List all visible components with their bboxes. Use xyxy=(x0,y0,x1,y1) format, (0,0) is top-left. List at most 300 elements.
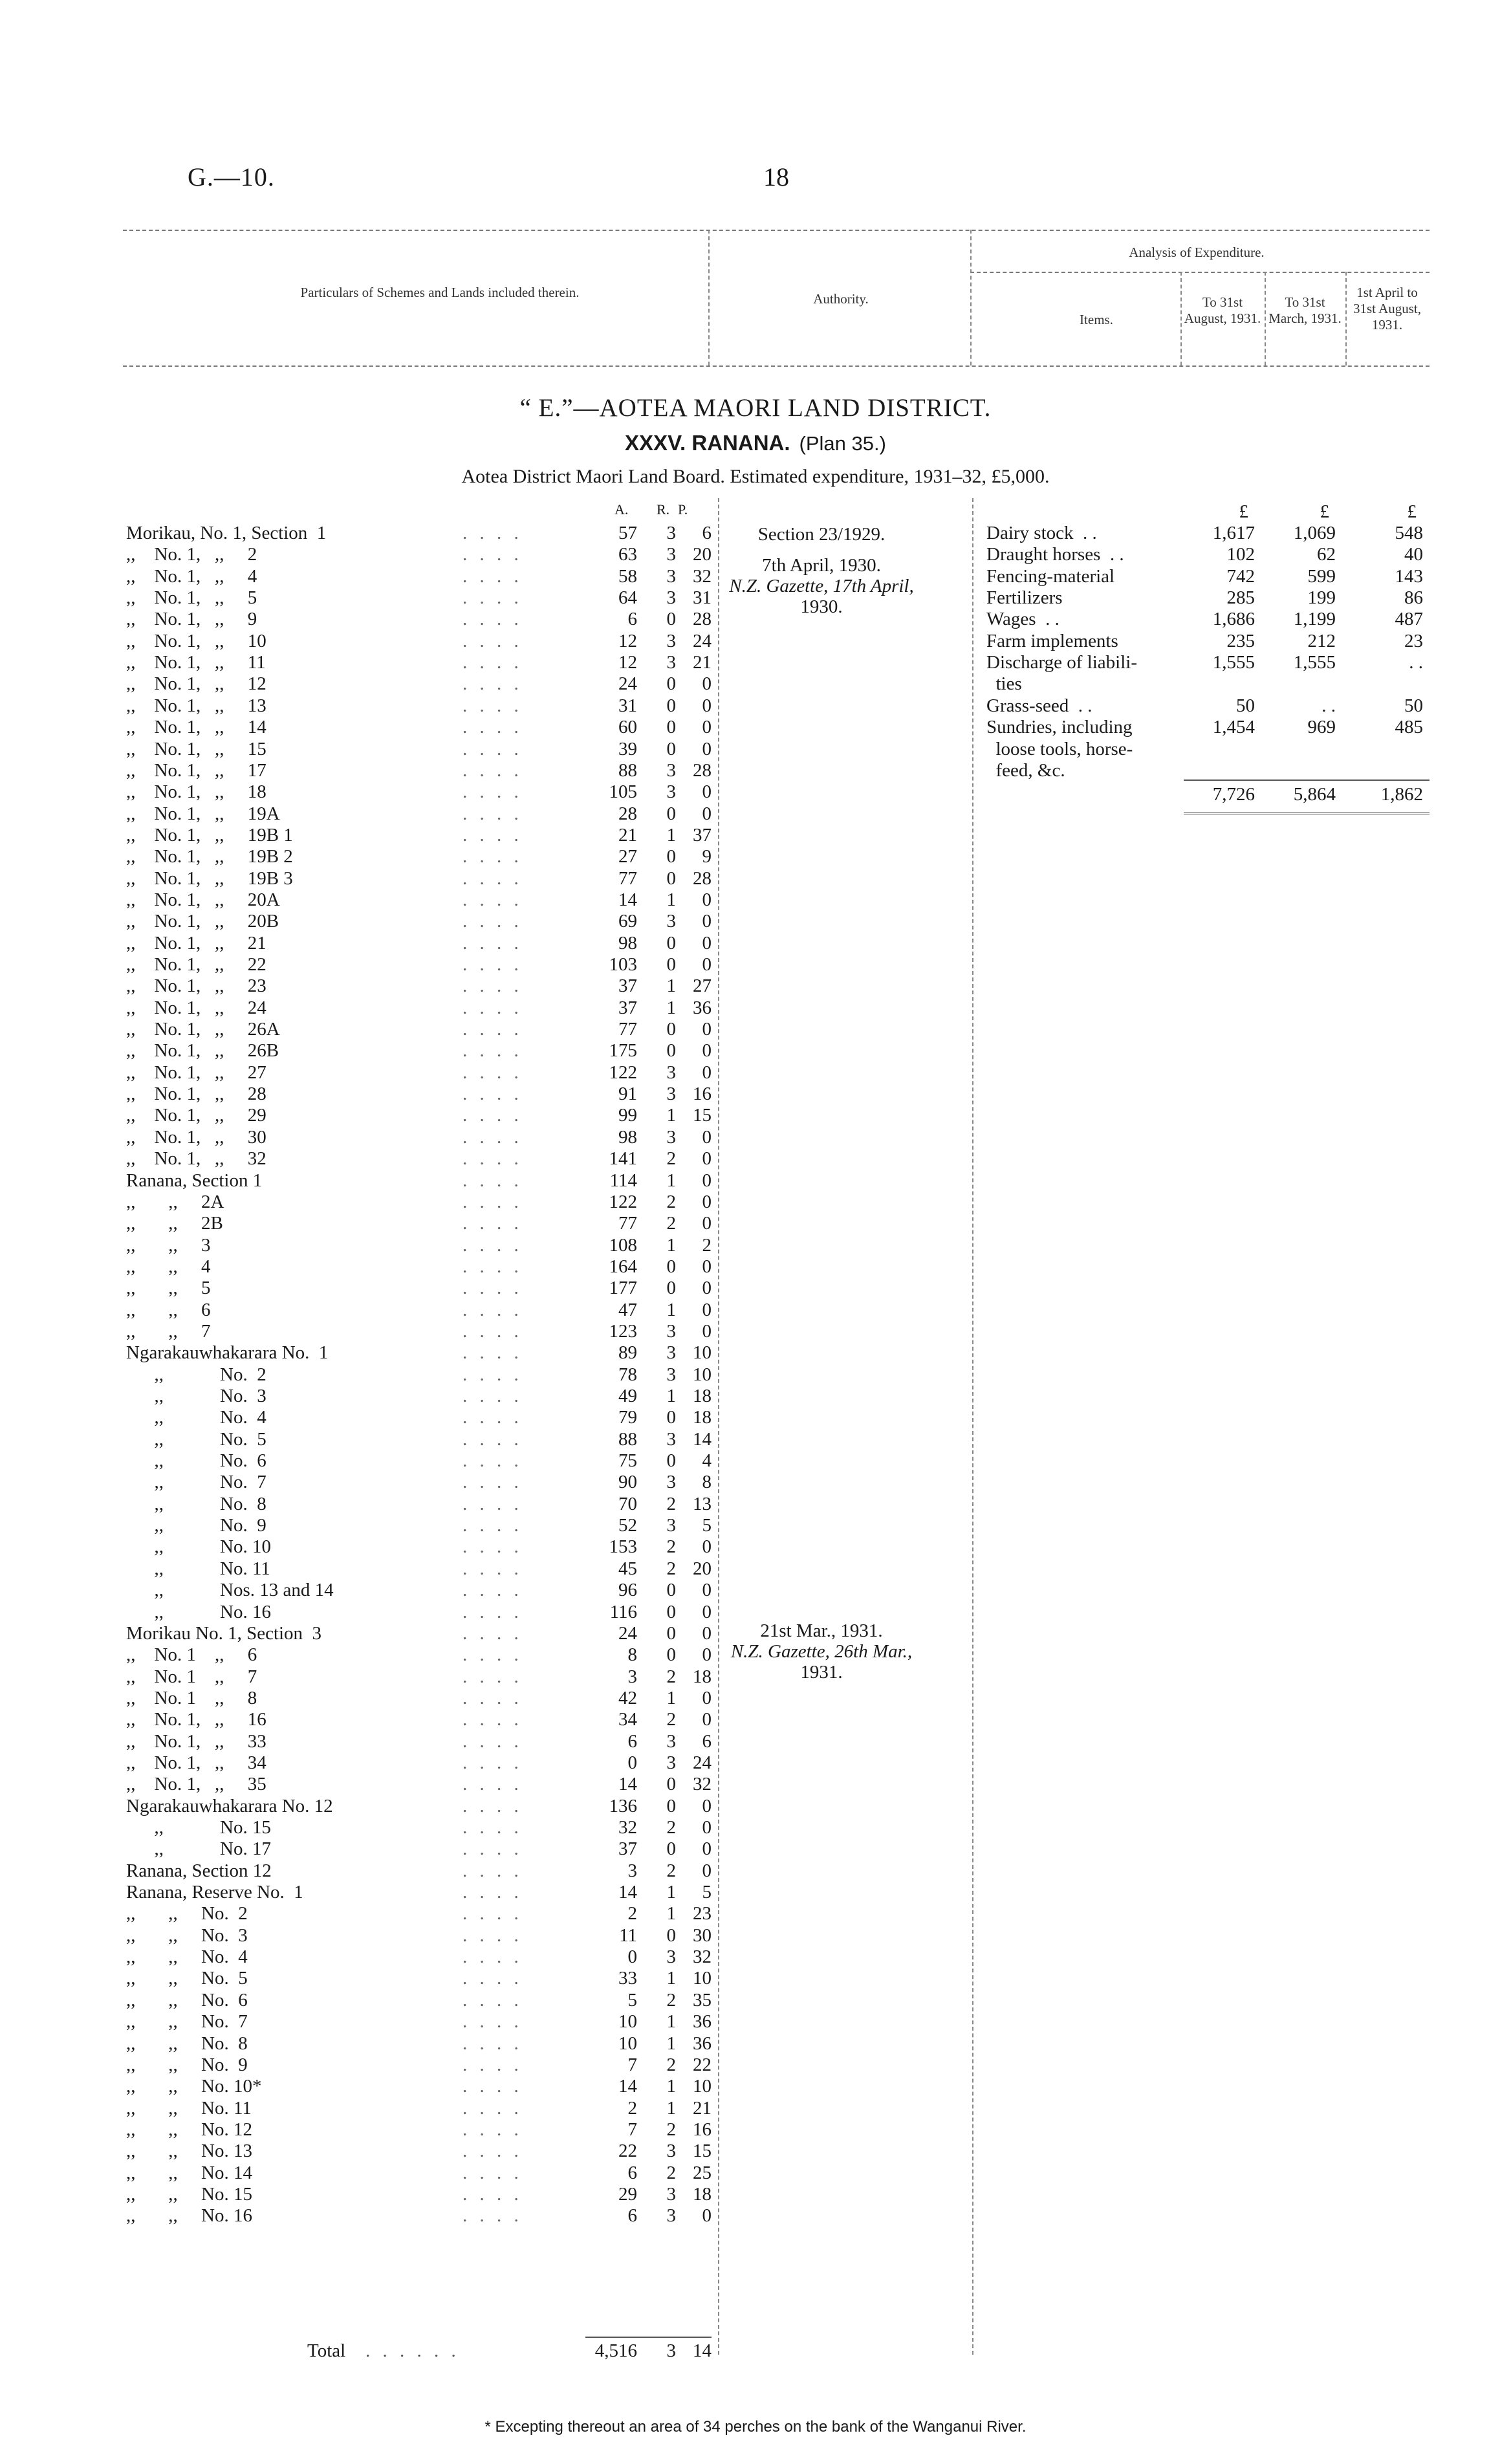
perches: 20 xyxy=(693,1558,712,1579)
land-label: ,, No. 1, ,, 2 xyxy=(126,544,257,565)
leader-dots: . . . . xyxy=(462,1838,523,1860)
perches: 0 xyxy=(702,1040,712,1062)
leader-dots: . . . . xyxy=(462,1666,523,1687)
land-row xyxy=(126,998,721,1019)
land-row xyxy=(126,1256,721,1278)
roods: 0 xyxy=(666,1601,676,1622)
leader-dots: . . . . xyxy=(462,976,523,997)
land-row xyxy=(126,1386,721,1407)
roods: 2 xyxy=(666,1191,676,1212)
land-row xyxy=(126,1602,721,1623)
document-code: G.—10. xyxy=(188,162,275,191)
roods: 3 xyxy=(666,911,676,932)
land-row xyxy=(126,1623,721,1644)
roods: 1 xyxy=(666,976,676,997)
roods: 0 xyxy=(666,1278,676,1299)
land-label: ,, ,, No. 12 xyxy=(126,2119,252,2140)
land-label: ,, ,, No. 9 xyxy=(126,2054,248,2075)
analysis-rule xyxy=(970,272,1429,273)
roods: 0 xyxy=(666,738,676,759)
land-row xyxy=(126,1127,721,1148)
land-row xyxy=(126,695,721,717)
roods: 1 xyxy=(666,1170,676,1191)
acres: 3 xyxy=(627,1860,637,1881)
roods: 1 xyxy=(666,2011,676,2033)
expenditure-item: Grass-seed . . xyxy=(986,695,1092,716)
perches: 0 xyxy=(702,1126,712,1148)
roods: 3 xyxy=(666,1084,676,1105)
expenditure-total-rule-bottom xyxy=(1184,812,1429,814)
land-row xyxy=(126,587,721,609)
acres: 14 xyxy=(618,2076,637,2097)
leader-dots: . . . . xyxy=(462,1903,523,1924)
land-row xyxy=(126,1752,721,1774)
expenditure-item: Draught horses . . xyxy=(986,544,1124,565)
acres: 24 xyxy=(618,1622,637,1644)
acres: 21 xyxy=(618,824,637,845)
leader-dots: . . . . xyxy=(462,2119,523,2140)
perches: 0 xyxy=(702,2205,712,2227)
roods: 0 xyxy=(666,717,676,738)
land-label: ,, No. 1, ,, 29 xyxy=(126,1105,266,1126)
acres: 70 xyxy=(618,1493,637,1514)
leader-dots: . . . . xyxy=(462,1428,523,1450)
land-row xyxy=(126,673,721,695)
perches: 0 xyxy=(702,803,712,824)
land-row xyxy=(126,1450,721,1472)
land-row xyxy=(126,717,721,738)
col-items: Items. xyxy=(1080,312,1113,327)
leader-dots: . . . . xyxy=(462,544,523,565)
land-row xyxy=(126,1040,721,1062)
leader-dots: . . . . xyxy=(462,824,523,845)
leader-dots: . . . . xyxy=(462,587,523,609)
leader-dots: . . . . xyxy=(462,2097,523,2119)
roods: 0 xyxy=(666,846,676,867)
land-label: Ngarakauwhakarara No. 12 xyxy=(126,1795,333,1816)
land-row xyxy=(126,1472,721,1493)
land-row xyxy=(126,2163,721,2184)
perches: 0 xyxy=(702,1817,712,1838)
total-label: Total xyxy=(307,2340,346,2361)
acres: 77 xyxy=(618,1213,637,1234)
divider-items xyxy=(970,230,972,365)
land-row xyxy=(126,1536,721,1558)
roods: 0 xyxy=(666,1924,676,1946)
acres: 49 xyxy=(618,1386,637,1406)
acres: 6 xyxy=(627,1730,637,1752)
acres: 6 xyxy=(627,2205,637,2227)
authority-line: 1930. xyxy=(800,596,843,617)
land-label: ,, ,, No. 16 xyxy=(126,2205,252,2227)
roods: 3 xyxy=(666,630,676,651)
perches: 22 xyxy=(693,2054,712,2075)
land-label: ,, No. 1, ,, 19B 2 xyxy=(126,846,293,867)
acres: 122 xyxy=(609,1191,637,1212)
roods: 2 xyxy=(666,1860,676,1881)
land-label: ,, No. 1, ,, 10 xyxy=(126,630,266,651)
acres: 52 xyxy=(618,1515,637,1536)
roods: 0 xyxy=(666,932,676,954)
leader-dots: . . . . xyxy=(462,1601,523,1622)
expenditure-item: Wages . . xyxy=(986,609,1060,630)
perches: 0 xyxy=(702,1320,712,1342)
land-label: ,, ,, No. 2 xyxy=(126,1903,248,1924)
acres: 105 xyxy=(609,781,637,803)
leader-dots: . . . . xyxy=(462,803,523,824)
roods: 0 xyxy=(666,1838,676,1860)
expenditure-total-c3: 1,862 xyxy=(1380,784,1423,805)
acres: 7 xyxy=(627,2054,637,2075)
roods: 0 xyxy=(666,609,676,630)
leader-dots: . . . . xyxy=(462,867,523,889)
acres: 33 xyxy=(618,1968,637,1989)
roods: 0 xyxy=(666,695,676,716)
acres: 29 xyxy=(618,2183,637,2205)
expenditure-amount-c2: 1,199 xyxy=(1293,609,1336,630)
perches: 36 xyxy=(693,2011,712,2033)
acres: 14 xyxy=(618,1774,637,1795)
acres: 58 xyxy=(618,565,637,587)
acres: 79 xyxy=(618,1407,637,1428)
land-label: ,, No. 1, ,, 20B xyxy=(126,911,279,932)
perches: 0 xyxy=(702,1687,712,1708)
roods: 1 xyxy=(666,2097,676,2119)
roods: 0 xyxy=(666,954,676,975)
leader-dots: . . . . xyxy=(462,1968,523,1989)
acres: 0 xyxy=(627,1752,637,1773)
acres: 153 xyxy=(609,1536,637,1558)
authority-line: N.Z. Gazette, 26th Mar., xyxy=(730,1641,913,1662)
land-row xyxy=(126,868,721,889)
land-row xyxy=(126,1429,721,1450)
land-row xyxy=(126,954,721,976)
perches: 21 xyxy=(693,652,712,673)
land-row xyxy=(126,2076,721,2097)
acres: 57 xyxy=(618,523,637,543)
perches: 24 xyxy=(693,1752,712,1773)
acres: 75 xyxy=(618,1450,637,1472)
perches: 28 xyxy=(693,609,712,630)
divider-c2 xyxy=(1265,272,1266,365)
perches: 21 xyxy=(693,2097,712,2119)
roods: 1 xyxy=(666,1386,676,1406)
expenditure-amount-c3: 86 xyxy=(1404,587,1423,609)
land-row xyxy=(126,1213,721,1234)
leader-dots: . . . . xyxy=(462,695,523,716)
pound-sign-c1: £ xyxy=(1239,501,1248,522)
expenditure-item: Fencing-material xyxy=(986,565,1115,587)
expenditure-amount-c1: 1,686 xyxy=(1212,609,1255,630)
expenditure-amount-c1: 102 xyxy=(1226,544,1255,565)
acres: 69 xyxy=(618,911,637,932)
land-row xyxy=(126,1235,721,1256)
roods: 3 xyxy=(666,1342,676,1364)
roods: 1 xyxy=(666,1968,676,1989)
acres: 88 xyxy=(618,1428,637,1450)
pound-sign-c3: £ xyxy=(1407,501,1417,522)
land-label: Ranana, Reserve No. 1 xyxy=(126,1882,303,1903)
perches: 18 xyxy=(693,1407,712,1428)
acres: 122 xyxy=(609,1062,637,1083)
land-label: ,, ,, No. 3 xyxy=(126,1924,248,1946)
perches: 10 xyxy=(693,1342,712,1364)
leader-dots: . . . . xyxy=(462,1213,523,1234)
land-row xyxy=(126,1796,721,1817)
land-row xyxy=(126,1644,721,1666)
roods: 0 xyxy=(666,1580,676,1601)
acres: 10 xyxy=(618,2011,637,2033)
land-label: ,, No. 5 xyxy=(126,1428,266,1450)
land-label: ,, No. 1, ,, 17 xyxy=(126,759,266,781)
roods: 1 xyxy=(666,1299,676,1320)
perches: 6 xyxy=(702,523,712,543)
acres: 45 xyxy=(618,1558,637,1579)
land-row xyxy=(126,933,721,954)
expenditure-amount-c1: 235 xyxy=(1226,630,1255,651)
land-label: ,, No. 1, ,, 26A xyxy=(126,1019,280,1040)
col-to-31-august: To 31st August, 1931. xyxy=(1184,294,1261,326)
leader-dots: . . . . xyxy=(462,1774,523,1795)
roods: 2 xyxy=(666,1666,676,1687)
acres: 37 xyxy=(618,976,637,997)
acres: 14 xyxy=(618,1882,637,1903)
expenditure-amount-c2: 212 xyxy=(1307,630,1336,651)
land-row xyxy=(126,2055,721,2076)
land-label: ,, ,, No. 15 xyxy=(126,2183,252,2205)
land-row xyxy=(126,1580,721,1601)
land-row xyxy=(126,1774,721,1795)
perches: 0 xyxy=(702,695,712,716)
land-row xyxy=(126,1903,721,1924)
expenditure-amount-c2: 969 xyxy=(1307,717,1336,738)
acres: 98 xyxy=(618,932,637,954)
roods: 1 xyxy=(666,997,676,1018)
roods: 2 xyxy=(666,1558,676,1579)
land-row xyxy=(126,2098,721,2119)
expenditure-total-rule-top xyxy=(1184,780,1429,781)
land-row xyxy=(126,2141,721,2162)
acres: 28 xyxy=(618,803,637,824)
land-row xyxy=(126,2011,721,2033)
acres: 42 xyxy=(618,1687,637,1708)
land-label: ,, ,, 3 xyxy=(126,1234,211,1256)
leader-dots: . . . . xyxy=(462,1536,523,1558)
perches: 16 xyxy=(693,1084,712,1105)
header-top-rule xyxy=(123,230,1429,231)
perches: 10 xyxy=(693,1364,712,1385)
acres: 3 xyxy=(627,1666,637,1687)
leader-dots: . . . . xyxy=(462,1450,523,1472)
land-label: ,, No. 1, ,, 19A xyxy=(126,803,280,824)
authority-block-2 xyxy=(724,1620,919,1683)
land-row xyxy=(126,1148,721,1170)
roods: 0 xyxy=(666,1622,676,1644)
acres: 37 xyxy=(618,1838,637,1860)
arp-r: R. xyxy=(657,501,670,518)
perches: 28 xyxy=(693,759,712,781)
land-label: ,, No. 1, ,, 34 xyxy=(126,1752,266,1773)
land-label: Ngarakauwhakarara No. 1 xyxy=(126,1342,329,1364)
land-row xyxy=(126,1105,721,1126)
land-label: ,, No. 11 xyxy=(126,1558,270,1579)
land-row xyxy=(126,1364,721,1386)
leader-dots: . . . . xyxy=(462,565,523,587)
land-row xyxy=(126,1342,721,1364)
leader-dots: . . . . xyxy=(462,1752,523,1773)
authority-line: 7th April, 1930. xyxy=(762,555,881,576)
perches: 0 xyxy=(702,1622,712,1644)
perches: 0 xyxy=(702,1709,712,1730)
acres: 90 xyxy=(618,1472,637,1493)
leader-dots: . . . . xyxy=(462,1062,523,1083)
land-label: ,, ,, No. 13 xyxy=(126,2141,252,2162)
roods: 3 xyxy=(666,1752,676,1773)
leader-dots: . . . . xyxy=(462,1040,523,1062)
perches: 32 xyxy=(693,1774,712,1795)
land-row xyxy=(126,1925,721,1946)
roods: 3 xyxy=(666,1730,676,1752)
authority-line: N.Z. Gazette, 17th April, xyxy=(729,576,914,596)
col-analysis: Analysis of Expenditure. xyxy=(1129,245,1265,260)
leader-dots: . . . . xyxy=(462,932,523,954)
land-label: ,, No. 1, ,, 16 xyxy=(126,1709,266,1730)
land-label: ,, No. 1, ,, 27 xyxy=(126,1062,266,1083)
leader-dots: . . . . xyxy=(462,1278,523,1299)
expenditure-amount-c2: 199 xyxy=(1307,587,1336,609)
roods: 0 xyxy=(666,1019,676,1040)
leader-dots: . . . . xyxy=(462,2205,523,2227)
roods: 3 xyxy=(666,759,676,781)
acres: 164 xyxy=(609,1256,637,1277)
leader-dots: . . . . xyxy=(462,1386,523,1406)
district-title: “ E.”—AOTEA MAORI LAND DISTRICT. xyxy=(519,394,992,422)
acres: 12 xyxy=(618,652,637,673)
land-label: ,, No. 8 xyxy=(126,1493,266,1514)
perches: 0 xyxy=(702,781,712,803)
roods: 3 xyxy=(666,781,676,803)
land-label: ,, ,, 2B xyxy=(126,1213,223,1234)
land-row xyxy=(126,1062,721,1084)
land-row xyxy=(126,1192,721,1213)
roods: 3 xyxy=(666,2205,676,2227)
land-label: ,, ,, 6 xyxy=(126,1299,211,1320)
land-row xyxy=(126,846,721,867)
perches: 0 xyxy=(702,1644,712,1666)
expenditure-amount-c2: 1,555 xyxy=(1293,652,1336,673)
land-label: ,, No. 1, ,, 4 xyxy=(126,565,257,587)
perches: 0 xyxy=(702,1299,712,1320)
roods: 1 xyxy=(666,2076,676,2097)
roods: 0 xyxy=(666,1256,676,1277)
expenditure-amount-c3: 143 xyxy=(1395,565,1423,587)
perches: 36 xyxy=(693,997,712,1018)
land-row xyxy=(126,2033,721,2055)
roods: 3 xyxy=(666,1515,676,1536)
perches: 16 xyxy=(693,2119,712,2140)
land-row xyxy=(126,631,721,652)
land-row xyxy=(126,1321,721,1342)
leader-dots: . . . . xyxy=(462,1946,523,1968)
acres: 47 xyxy=(618,1299,637,1320)
leader-dots: . . . . xyxy=(462,1126,523,1148)
land-row xyxy=(126,1838,721,1860)
perches: 2 xyxy=(702,1234,712,1256)
scheme-title xyxy=(0,431,1511,455)
perches: 18 xyxy=(693,1666,712,1687)
col-to-31-march: To 31st March, 1931. xyxy=(1268,294,1342,326)
authority-line: Section 23/1929. xyxy=(757,524,886,545)
leader-dots: . . . . xyxy=(462,1644,523,1666)
expenditure-amount-c3: 548 xyxy=(1395,523,1423,543)
perches: 23 xyxy=(693,1903,712,1924)
perches: 0 xyxy=(702,1213,712,1234)
divider-c1 xyxy=(1180,272,1182,365)
land-label: ,, No. 17 xyxy=(126,1838,271,1860)
land-label: ,, Nos. 13 and 14 xyxy=(126,1580,334,1601)
expenditure-item: Sundries, including xyxy=(986,717,1133,738)
land-label: ,, ,, No. 6 xyxy=(126,1989,248,2011)
expenditure-total-c2: 5,864 xyxy=(1293,784,1336,805)
leader-dots: . . . . xyxy=(462,911,523,932)
perches: 15 xyxy=(693,2141,712,2162)
leader-dots: . . . . xyxy=(462,2141,523,2162)
leader-dots: . . . . xyxy=(462,2054,523,2075)
perches: 0 xyxy=(702,1860,712,1881)
roods: 3 xyxy=(666,652,676,673)
leader-dots: . . . . xyxy=(462,2011,523,2033)
perches: 6 xyxy=(702,1730,712,1752)
expenditure-amount-c3: . . xyxy=(1409,652,1423,673)
acres: 89 xyxy=(618,1342,637,1364)
acres: 78 xyxy=(618,1364,637,1385)
leader-dots: . . . . xyxy=(462,1882,523,1903)
land-label: ,, ,, 2A xyxy=(126,1191,224,1212)
acres: 103 xyxy=(609,954,637,975)
land-row xyxy=(126,1946,721,1968)
leader-dots: . . . . xyxy=(462,997,523,1018)
divider-authority xyxy=(708,230,710,365)
perches: 25 xyxy=(693,2162,712,2183)
roods: 3 xyxy=(666,523,676,543)
acres: 31 xyxy=(618,695,637,716)
expenditure-total-c1: 7,726 xyxy=(1212,784,1255,805)
land-label: ,, No. 1, ,, 9 xyxy=(126,609,257,630)
roods: 2 xyxy=(666,2119,676,2140)
acres: 2 xyxy=(627,1903,637,1924)
land-label: ,, No. 1, ,, 22 xyxy=(126,954,266,975)
leader-dots: . . . . xyxy=(462,1687,523,1708)
land-label: ,, No. 16 xyxy=(126,1601,271,1622)
roods: 2 xyxy=(666,2054,676,2075)
land-row xyxy=(126,889,721,911)
roods: 2 xyxy=(666,1536,676,1558)
land-label: ,, ,, 5 xyxy=(126,1278,211,1299)
leader-dots: . . . . xyxy=(462,1730,523,1752)
roods: 2 xyxy=(666,1817,676,1838)
leader-dots: . . . . xyxy=(462,954,523,975)
leader-dots: . . . . xyxy=(462,1019,523,1040)
land-label: ,, No. 15 xyxy=(126,1817,271,1838)
land-label: ,, No. 1 ,, 7 xyxy=(126,1666,257,1687)
land-row xyxy=(126,1494,721,1515)
expenditure-item: ties xyxy=(986,673,1022,695)
expenditure-item: feed, &c. xyxy=(986,759,1065,781)
total-rule xyxy=(585,2337,712,2338)
leader-dots: . . . . xyxy=(462,1191,523,1212)
leader-dots: . . . . xyxy=(462,759,523,781)
land-label: ,, No. 1, ,, 23 xyxy=(126,976,266,997)
